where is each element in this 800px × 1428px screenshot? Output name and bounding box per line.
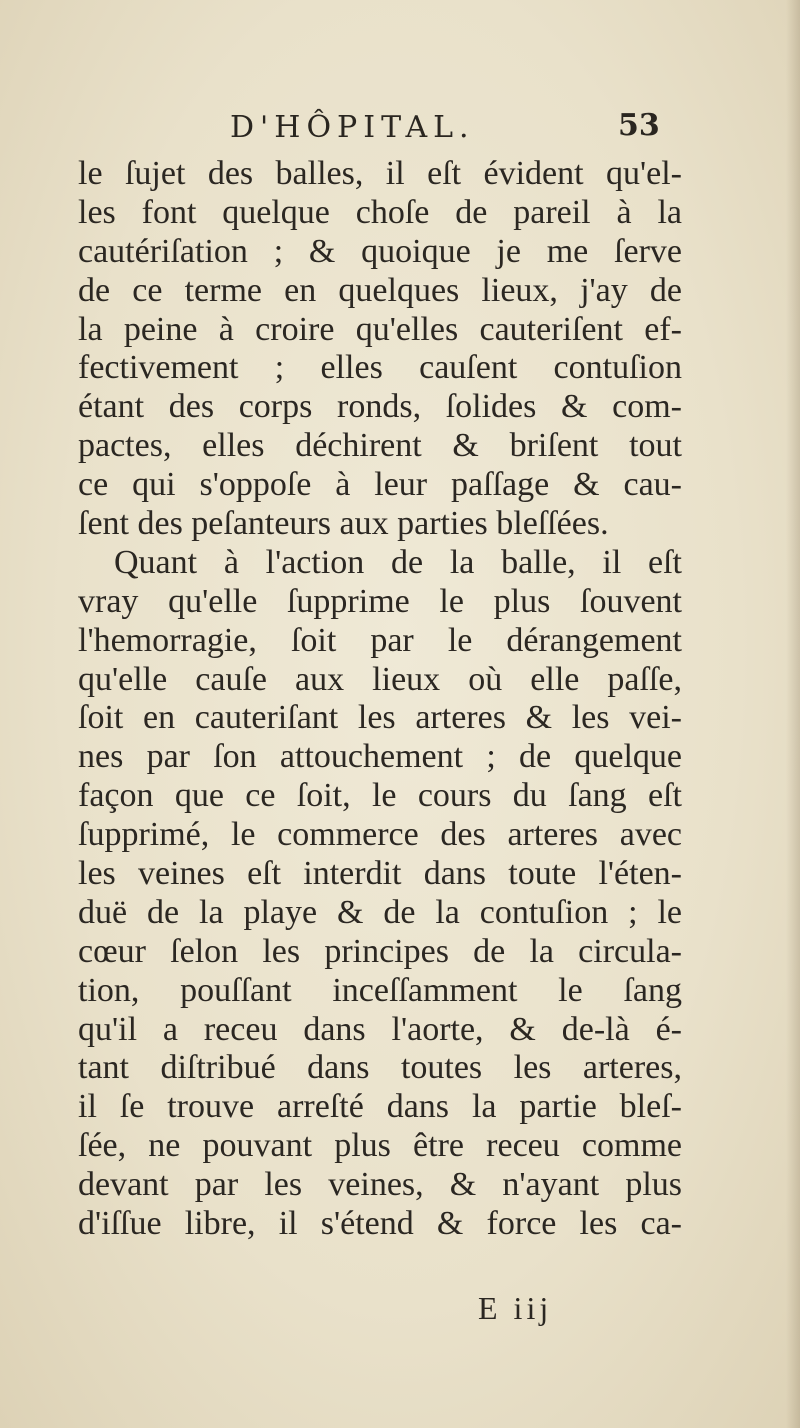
running-head xyxy=(0,108,800,152)
text-line: d'iſſue libre, il s'étend & force les ca- xyxy=(78,1205,682,1243)
text-line: Quant à l'action de la balle, il eſt xyxy=(114,543,682,581)
text-line: vray qu'elle ſupprime le plus ſouvent xyxy=(78,582,682,620)
text-line: nes par ſon attouchement ; de quelque xyxy=(78,738,682,776)
text-line: tion, pouſſant inceſſamment le ſang xyxy=(78,971,682,1009)
signature-mark: E iij xyxy=(478,1290,553,1326)
text-line: tant diſtribué dans toutes les arteres, xyxy=(78,1049,682,1087)
body-text xyxy=(78,155,682,1244)
text-line: cœur ſelon les principes de la circula- xyxy=(78,932,682,970)
text-line: l'hemorragie, ſoit par le dérangement xyxy=(78,621,682,659)
running-head-title: D'HÔPITAL. xyxy=(230,110,475,145)
text-line: il ſe trouve arreſté dans la partie bleſ- xyxy=(78,1088,682,1126)
text-line: ce qui s'oppoſe à leur paſſage & cau- xyxy=(78,466,682,504)
text-line: la peine à croire qu'elles cauteriſent ef- xyxy=(78,310,682,348)
text-line: qu'elle cauſe aux lieux où elle paſſe, xyxy=(78,660,682,698)
page-number: 53 xyxy=(618,108,660,143)
text-line: étant des corps ronds, ſolides & com- xyxy=(78,388,682,426)
text-line: de ce terme en quelques lieux, j'ay de xyxy=(78,271,682,309)
text-line: ſée, ne pouvant plus être receu comme xyxy=(78,1127,682,1165)
page-edge-shadow xyxy=(786,0,800,1428)
text-line: ſoit en cauteriſant les arteres & les vei- xyxy=(78,699,682,737)
text-line: qu'il a receu dans l'aorte, & de-là é- xyxy=(78,1010,682,1048)
text-line: le ſujet des balles, il eſt évident qu'el- xyxy=(78,155,682,192)
text-line: façon que ce ſoit, le cours du ſang eſt xyxy=(78,777,682,815)
text-line: ſupprimé, le commerce des arteres avec xyxy=(78,816,682,854)
text-line: pactes, elles déchirent & briſent tout xyxy=(78,427,682,465)
text-line: cautériſation ; & quoique je me ſerve xyxy=(78,232,682,270)
text-line: devant par les veines, & n'ayant plus xyxy=(78,1166,682,1204)
text-line: ſent des peſanteurs aux parties bleſſées. xyxy=(78,505,609,543)
text-line: fectivement ; elles cauſent contuſion xyxy=(78,349,682,387)
text-line: les font quelque choſe de pareil à la xyxy=(78,193,682,231)
text-line: duë de la playe & de la contuſion ; le xyxy=(78,893,682,931)
text-line: les veines eſt interdit dans toute l'éten- xyxy=(78,855,682,893)
